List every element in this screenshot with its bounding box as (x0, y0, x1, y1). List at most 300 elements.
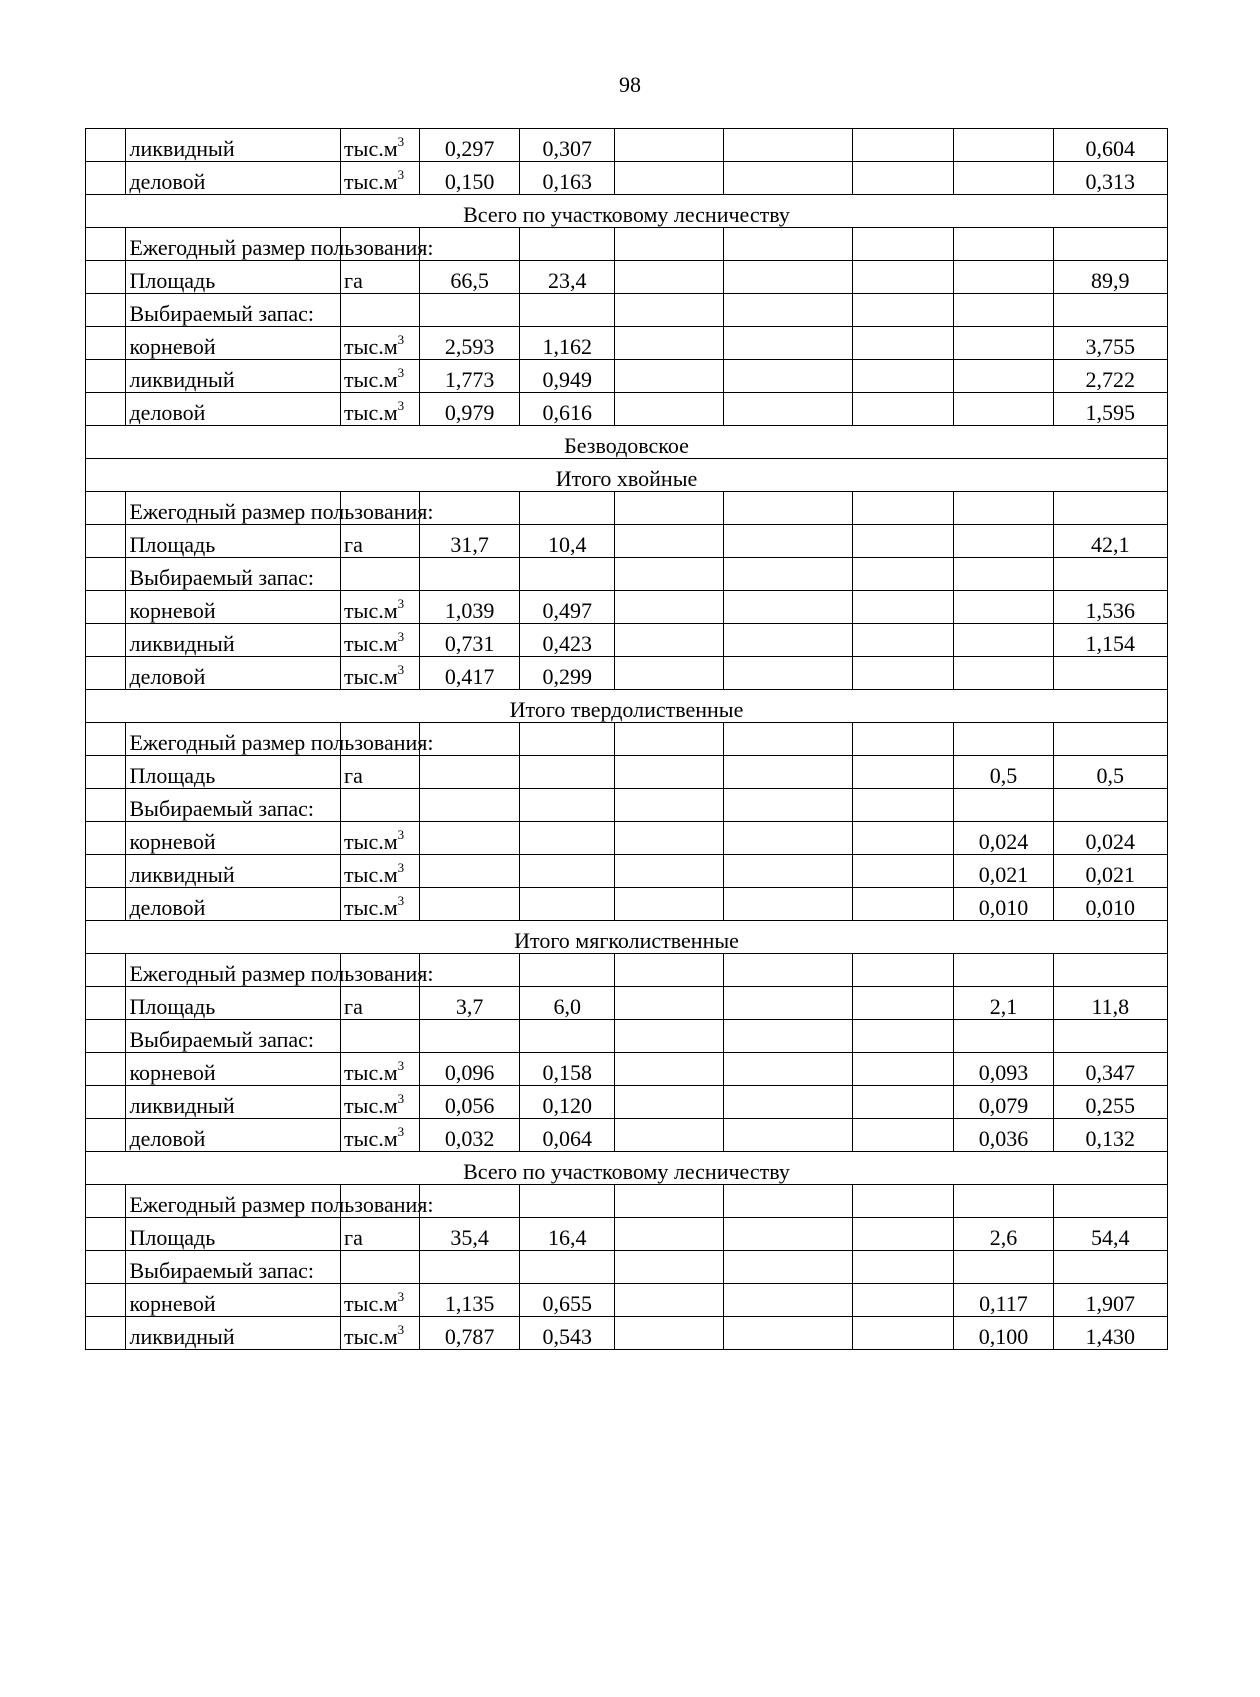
value-cell: 0,158 (520, 1053, 615, 1086)
section-header: Безводовское (86, 426, 1168, 459)
value-cell (853, 987, 954, 1020)
index-cell (86, 657, 126, 690)
row-label: ликвидный (126, 855, 341, 888)
value-cell (615, 261, 723, 294)
value-cell: 0,079 (954, 1086, 1053, 1119)
value-cell (954, 1251, 1053, 1284)
value-cell: 0,056 (419, 1086, 519, 1119)
unit-superscript: 3 (397, 628, 405, 644)
value-cell (723, 1185, 853, 1218)
value-cell (723, 327, 853, 360)
row-label: Выбираемый запас: (126, 1020, 341, 1053)
index-cell (86, 987, 126, 1020)
value-cell (1053, 1020, 1167, 1053)
value-cell (520, 558, 615, 591)
value-cell (853, 888, 954, 921)
value-cell: 0,100 (954, 1317, 1053, 1350)
row-label: Ежегодный размер пользования: (126, 492, 341, 525)
value-cell (520, 294, 615, 327)
table-row (86, 822, 1168, 855)
value-cell (723, 822, 853, 855)
value-cell (1053, 1185, 1167, 1218)
index-cell (86, 1284, 126, 1317)
value-cell: 0,497 (520, 591, 615, 624)
value-cell (615, 1218, 723, 1251)
value-cell (615, 591, 723, 624)
row-label: Площадь (126, 756, 341, 789)
value-cell (520, 855, 615, 888)
value-cell (615, 294, 723, 327)
row-label: корневой (126, 327, 341, 360)
value-cell (520, 723, 615, 756)
value-cell (615, 1020, 723, 1053)
value-cell: 42,1 (1053, 525, 1167, 558)
value-cell: 0,132 (1053, 1119, 1167, 1152)
value-cell (615, 954, 723, 987)
value-cell (723, 1119, 853, 1152)
value-cell (419, 723, 519, 756)
section-header: Итого мягколиственные (86, 921, 1168, 954)
value-cell (954, 393, 1053, 426)
table-row (86, 492, 1168, 525)
table-row (86, 1086, 1168, 1119)
table-row (86, 393, 1168, 426)
value-cell (853, 162, 954, 195)
value-cell (723, 525, 853, 558)
value-cell: 31,7 (419, 525, 519, 558)
row-label: ликвидный (126, 1317, 341, 1350)
value-cell (615, 1251, 723, 1284)
value-cell (853, 954, 954, 987)
index-cell (86, 1020, 126, 1053)
unit-text: тыс.м (344, 169, 398, 194)
value-cell (853, 1053, 954, 1086)
value-cell: 0,655 (520, 1284, 615, 1317)
value-cell (615, 162, 723, 195)
value-cell: 0,949 (520, 360, 615, 393)
table-row (86, 855, 1168, 888)
value-cell (723, 624, 853, 657)
value-cell (419, 888, 519, 921)
unit-text: тыс.м (344, 664, 398, 689)
table-row (86, 987, 1168, 1020)
unit-text: га (344, 1225, 363, 1250)
unit-superscript: 3 (397, 1288, 405, 1304)
index-cell (86, 888, 126, 921)
value-cell (615, 1317, 723, 1350)
unit-cell (341, 162, 420, 195)
value-cell (1053, 294, 1167, 327)
value-cell: 35,4 (419, 1218, 519, 1251)
value-cell (853, 1251, 954, 1284)
value-cell (615, 1053, 723, 1086)
index-cell (86, 723, 126, 756)
unit-text: тыс.м (344, 1093, 398, 1118)
value-cell (954, 591, 1053, 624)
row-label: ликвидный (126, 360, 341, 393)
value-cell (723, 756, 853, 789)
value-cell (853, 1218, 954, 1251)
value-cell (723, 261, 853, 294)
value-cell (419, 822, 519, 855)
value-cell (1053, 657, 1167, 690)
value-cell (615, 1119, 723, 1152)
value-cell (419, 756, 519, 789)
row-label: Ежегодный размер пользования: (126, 723, 341, 756)
unit-superscript: 3 (397, 1123, 405, 1139)
value-cell: 2,1 (954, 987, 1053, 1020)
value-cell: 0,096 (419, 1053, 519, 1086)
index-cell (86, 1218, 126, 1251)
value-cell (520, 822, 615, 855)
value-cell (954, 1020, 1053, 1053)
table-row (86, 1020, 1168, 1053)
value-cell (954, 162, 1053, 195)
value-cell (615, 1086, 723, 1119)
value-cell (520, 492, 615, 525)
value-cell: 0,423 (520, 624, 615, 657)
index-cell (86, 327, 126, 360)
unit-cell (341, 1086, 420, 1119)
unit-cell (341, 1317, 420, 1350)
value-cell: 0,979 (419, 393, 519, 426)
index-cell (86, 162, 126, 195)
index-cell (86, 558, 126, 591)
value-cell (615, 657, 723, 690)
value-cell (723, 789, 853, 822)
value-cell (853, 360, 954, 393)
value-cell (954, 657, 1053, 690)
value-cell (723, 591, 853, 624)
value-cell (853, 393, 954, 426)
value-cell (853, 261, 954, 294)
index-cell (86, 360, 126, 393)
index-cell (86, 1317, 126, 1350)
value-cell (853, 789, 954, 822)
value-cell: 0,731 (419, 624, 519, 657)
table-row (86, 525, 1168, 558)
value-cell (723, 888, 853, 921)
table-row (86, 558, 1168, 591)
row-label: Выбираемый запас: (126, 558, 341, 591)
row-label: Выбираемый запас: (126, 1251, 341, 1284)
unit-superscript: 3 (397, 595, 405, 611)
value-cell (853, 756, 954, 789)
value-cell (615, 228, 723, 261)
unit-text: тыс.м (344, 1324, 398, 1349)
value-cell: 2,722 (1053, 360, 1167, 393)
value-cell (615, 822, 723, 855)
table-row (86, 624, 1168, 657)
value-cell: 0,010 (954, 888, 1053, 921)
unit-text: тыс.м (344, 631, 398, 656)
value-cell (615, 558, 723, 591)
index-cell (86, 1185, 126, 1218)
value-cell (723, 1317, 853, 1350)
value-cell (853, 228, 954, 261)
value-cell (1053, 723, 1167, 756)
unit-cell (341, 360, 420, 393)
value-cell: 0,032 (419, 1119, 519, 1152)
unit-text: га (344, 763, 363, 788)
value-cell (419, 492, 519, 525)
value-cell (853, 1086, 954, 1119)
unit-text: тыс.м (344, 1126, 398, 1151)
row-label: корневой (126, 1284, 341, 1317)
unit-cell (341, 822, 420, 855)
value-cell (853, 129, 954, 162)
section-header-row (86, 426, 1168, 459)
index-cell (86, 294, 126, 327)
value-cell (723, 1053, 853, 1086)
index-cell (86, 1119, 126, 1152)
value-cell (853, 294, 954, 327)
value-cell: 3,7 (419, 987, 519, 1020)
unit-cell (341, 1218, 420, 1251)
value-cell (954, 360, 1053, 393)
table-row (86, 360, 1168, 393)
table-row (86, 261, 1168, 294)
unit-text: га (344, 268, 363, 293)
value-cell: 16,4 (520, 1218, 615, 1251)
value-cell (615, 855, 723, 888)
unit-superscript: 3 (397, 133, 405, 149)
value-cell (520, 1185, 615, 1218)
table-row (86, 1185, 1168, 1218)
row-label: деловой (126, 888, 341, 921)
value-cell: 0,120 (520, 1086, 615, 1119)
value-cell: 23,4 (520, 261, 615, 294)
table-row (86, 591, 1168, 624)
value-cell: 0,604 (1053, 129, 1167, 162)
value-cell (419, 228, 519, 261)
index-cell (86, 822, 126, 855)
section-header-row (86, 195, 1168, 228)
value-cell: 0,299 (520, 657, 615, 690)
value-cell (954, 723, 1053, 756)
value-cell (853, 657, 954, 690)
row-label: Ежегодный размер пользования: (126, 228, 341, 261)
value-cell (615, 789, 723, 822)
value-cell (1053, 954, 1167, 987)
section-header-row (86, 690, 1168, 723)
value-cell: 0,021 (954, 855, 1053, 888)
value-cell: 0,255 (1053, 1086, 1167, 1119)
unit-superscript: 3 (397, 1057, 405, 1073)
value-cell: 54,4 (1053, 1218, 1167, 1251)
index-cell (86, 261, 126, 294)
value-cell: 0,036 (954, 1119, 1053, 1152)
value-cell: 2,6 (954, 1218, 1053, 1251)
section-header-row (86, 921, 1168, 954)
index-cell (86, 1053, 126, 1086)
value-cell (615, 624, 723, 657)
value-cell: 0,024 (954, 822, 1053, 855)
value-cell (853, 855, 954, 888)
value-cell (853, 1119, 954, 1152)
index-cell (86, 1251, 126, 1284)
value-cell: 0,064 (520, 1119, 615, 1152)
table-row (86, 294, 1168, 327)
table-row (86, 327, 1168, 360)
index-cell (86, 228, 126, 261)
value-cell (723, 723, 853, 756)
value-cell: 1,162 (520, 327, 615, 360)
unit-cell (341, 261, 420, 294)
value-cell: 0,150 (419, 162, 519, 195)
index-cell (86, 591, 126, 624)
value-cell (615, 723, 723, 756)
value-cell: 1,907 (1053, 1284, 1167, 1317)
value-cell: 0,616 (520, 393, 615, 426)
value-cell (520, 888, 615, 921)
value-cell (723, 1251, 853, 1284)
value-cell (615, 1284, 723, 1317)
unit-text: тыс.м (344, 400, 398, 425)
unit-superscript: 3 (397, 826, 405, 842)
table-row (86, 162, 1168, 195)
value-cell: 1,135 (419, 1284, 519, 1317)
index-cell (86, 393, 126, 426)
page-number: 98 (619, 72, 641, 97)
value-cell (723, 1086, 853, 1119)
value-cell (419, 789, 519, 822)
value-cell: 0,010 (1053, 888, 1167, 921)
unit-text: тыс.м (344, 895, 398, 920)
unit-superscript: 3 (397, 364, 405, 380)
value-cell (723, 492, 853, 525)
value-cell (520, 1251, 615, 1284)
unit-cell (341, 393, 420, 426)
value-cell: 0,5 (954, 756, 1053, 789)
value-cell: 3,755 (1053, 327, 1167, 360)
value-cell (853, 525, 954, 558)
value-cell (853, 723, 954, 756)
value-cell (723, 129, 853, 162)
value-cell (723, 1218, 853, 1251)
unit-superscript: 3 (397, 859, 405, 875)
table-row (86, 1218, 1168, 1251)
value-cell (853, 327, 954, 360)
table-row (86, 789, 1168, 822)
index-cell (86, 789, 126, 822)
value-cell (1053, 228, 1167, 261)
table-row (86, 129, 1168, 162)
row-label: Площадь (126, 525, 341, 558)
index-cell (86, 756, 126, 789)
unit-cell (341, 789, 420, 822)
value-cell (954, 525, 1053, 558)
value-cell (954, 558, 1053, 591)
unit-text: тыс.м (344, 367, 398, 392)
value-cell: 0,093 (954, 1053, 1053, 1086)
row-label: деловой (126, 657, 341, 690)
unit-cell (341, 294, 420, 327)
value-cell: 0,021 (1053, 855, 1167, 888)
value-cell: 0,117 (954, 1284, 1053, 1317)
value-cell: 0,163 (520, 162, 615, 195)
value-cell (520, 1020, 615, 1053)
value-cell (615, 888, 723, 921)
index-cell (86, 129, 126, 162)
section-header: Всего по участковому лесничеству (86, 1152, 1168, 1185)
unit-text: тыс.м (344, 862, 398, 887)
value-cell: 0,787 (419, 1317, 519, 1350)
value-cell (853, 1284, 954, 1317)
value-cell: 89,9 (1053, 261, 1167, 294)
value-cell (419, 954, 519, 987)
value-cell (419, 558, 519, 591)
table-row (86, 657, 1168, 690)
unit-superscript: 3 (397, 892, 405, 908)
unit-cell (341, 129, 420, 162)
value-cell: 0,543 (520, 1317, 615, 1350)
unit-superscript: 3 (397, 1321, 405, 1337)
value-cell (723, 558, 853, 591)
value-cell (954, 624, 1053, 657)
section-header-row (86, 459, 1168, 492)
value-cell (419, 1020, 519, 1053)
value-cell (954, 261, 1053, 294)
value-cell (954, 954, 1053, 987)
value-cell (723, 162, 853, 195)
value-cell (615, 360, 723, 393)
value-cell: 1,536 (1053, 591, 1167, 624)
unit-cell (341, 756, 420, 789)
value-cell (853, 1317, 954, 1350)
index-cell (86, 525, 126, 558)
value-cell (723, 1020, 853, 1053)
unit-cell (341, 1119, 420, 1152)
value-cell: 0,313 (1053, 162, 1167, 195)
value-cell: 1,773 (419, 360, 519, 393)
value-cell: 1,430 (1053, 1317, 1167, 1350)
unit-text: га (344, 532, 363, 557)
row-label: деловой (126, 1119, 341, 1152)
value-cell (954, 1185, 1053, 1218)
table-row (86, 1251, 1168, 1284)
value-cell (615, 987, 723, 1020)
unit-superscript: 3 (397, 661, 405, 677)
value-cell (723, 987, 853, 1020)
value-cell: 66,5 (419, 261, 519, 294)
unit-cell (341, 591, 420, 624)
unit-cell (341, 327, 420, 360)
unit-cell (341, 855, 420, 888)
value-cell (615, 327, 723, 360)
table-row (86, 954, 1168, 987)
value-cell (954, 327, 1053, 360)
row-label: деловой (126, 393, 341, 426)
value-cell: 6,0 (520, 987, 615, 1020)
value-cell (419, 1185, 519, 1218)
unit-text: тыс.м (344, 1291, 398, 1316)
value-cell (520, 789, 615, 822)
value-cell (954, 789, 1053, 822)
value-cell (520, 756, 615, 789)
unit-text: га (344, 994, 363, 1019)
row-label: Площадь (126, 987, 341, 1020)
table-row (86, 756, 1168, 789)
value-cell (723, 657, 853, 690)
row-label: корневой (126, 1053, 341, 1086)
value-cell (615, 129, 723, 162)
value-cell: 1,154 (1053, 624, 1167, 657)
value-cell (954, 228, 1053, 261)
unit-text: тыс.м (344, 136, 398, 161)
row-label: Площадь (126, 261, 341, 294)
unit-cell (341, 525, 420, 558)
